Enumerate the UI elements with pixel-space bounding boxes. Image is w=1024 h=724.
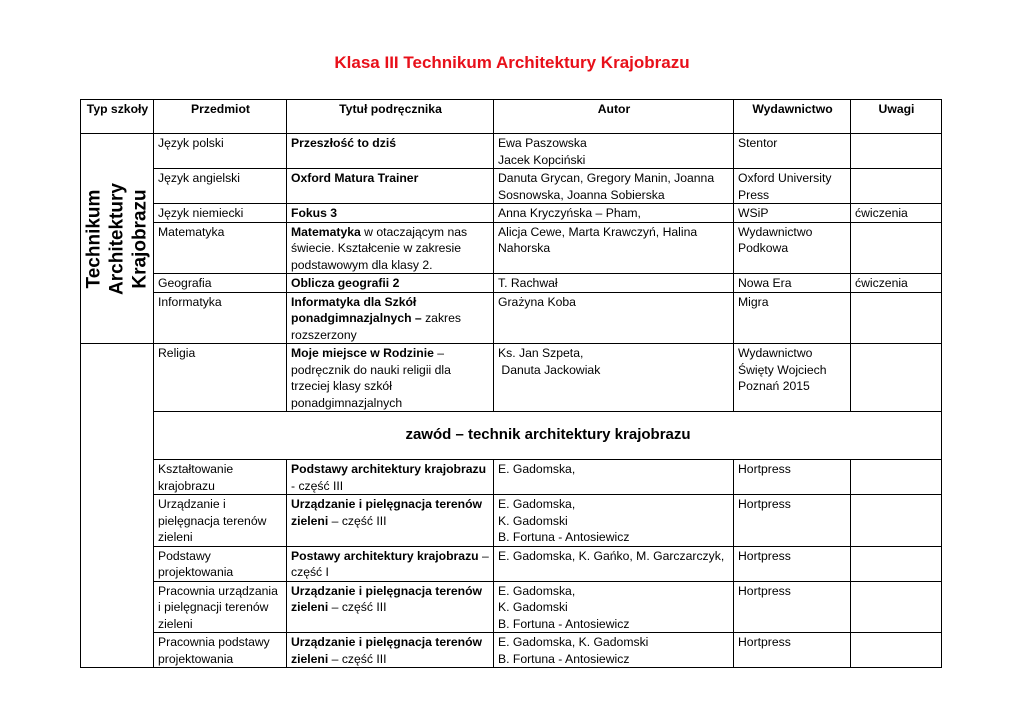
title-bold: Oxford Matura Trainer xyxy=(291,171,419,185)
title-rest: – część III xyxy=(328,651,387,666)
header-przedmiot: Przedmiot xyxy=(154,100,287,134)
cell-przedmiot: Informatyka xyxy=(154,292,287,344)
table-row xyxy=(81,274,942,293)
title-rest: – część I xyxy=(291,548,489,579)
cell-tytul xyxy=(287,495,494,547)
cell-przedmiot: Pracownia podstawy projektowania xyxy=(154,633,287,668)
cell-autor: Grażyna Koba xyxy=(494,292,734,344)
cell-uwagi xyxy=(851,169,942,204)
cell-uwagi xyxy=(851,292,942,344)
cell-autor: E. Gadomska, xyxy=(494,460,734,495)
title-rest: zakres rozszerzony xyxy=(291,311,461,342)
title-bold: Przeszłość to dziś xyxy=(291,136,396,150)
table-row xyxy=(81,204,942,223)
zawod-row xyxy=(81,412,942,460)
cell-przedmiot: Pracownia urządzania i pielęgnacji terenów zieleni xyxy=(154,581,287,633)
cell-wydawnictwo: Hortpress xyxy=(734,495,851,547)
cell-tytul xyxy=(287,204,494,223)
title-bold: Urządzanie i pielęgnacja terenów zieleni xyxy=(291,635,482,666)
title-bold: Oblicza geografii 2 xyxy=(291,276,400,290)
header-tytul: Tytuł podręcznika xyxy=(287,100,494,134)
cell-uwagi xyxy=(851,344,942,412)
title-rest: - część III xyxy=(291,478,344,493)
cell-przedmiot: Urządzanie i pielęgnacja terenów zieleni xyxy=(154,495,287,547)
title-bold: Fokus 3 xyxy=(291,206,338,220)
table-row xyxy=(81,633,942,668)
cell-tytul xyxy=(287,546,494,581)
header-wydawnictwo: Wydawnictwo xyxy=(734,100,851,134)
cell-uwagi xyxy=(851,134,942,169)
cell-tytul xyxy=(287,292,494,344)
cell-autor: E. Gadomska, K. Gadomski B. Fortuna - Antosiewicz xyxy=(494,633,734,668)
cell-uwagi xyxy=(851,546,942,581)
cell-tytul xyxy=(287,222,494,274)
header-autor: Autor xyxy=(494,100,734,134)
table-row xyxy=(81,344,942,412)
cell-tytul xyxy=(287,169,494,204)
cell-wydawnictwo: Nowa Era xyxy=(734,274,851,293)
cell-autor: E. Gadomska, K. Gadomski B. Fortuna - Antosiewicz xyxy=(494,495,734,547)
cell-uwagi xyxy=(851,633,942,668)
table-row xyxy=(81,222,942,274)
cell-tytul xyxy=(287,274,494,293)
cell-tytul xyxy=(287,633,494,668)
cell-tytul xyxy=(287,344,494,412)
cell-wydawnictwo: Hortpress xyxy=(734,546,851,581)
table-row xyxy=(81,134,942,169)
school-type-cell xyxy=(81,134,154,344)
table-row xyxy=(81,460,942,495)
cell-autor: Ks. Jan Szpeta, Danuta Jackowiak xyxy=(494,344,734,412)
title-bold: Moje miejsce w Rodzinie xyxy=(291,346,434,360)
page-title: Klasa III Technikum Architektury Krajobrazu xyxy=(334,53,690,72)
cell-przedmiot: Geografia xyxy=(154,274,287,293)
cell-tytul xyxy=(287,581,494,633)
cell-wydawnictwo: WSiP xyxy=(734,204,851,223)
cell-przedmiot: Język angielski xyxy=(154,169,287,204)
cell-autor: Alicja Cewe, Marta Krawczyń, Halina Nahorska xyxy=(494,222,734,274)
title-bold: Postawy architektury krajobrazu xyxy=(291,548,479,563)
cell-autor: T. Rachwał xyxy=(494,274,734,293)
title-bold: Urządzanie i pielęgnacja terenów zieleni xyxy=(291,583,482,614)
cell-autor: E. Gadomska, K. Gadomski B. Fortuna - Antosiewicz xyxy=(494,581,734,633)
cell-przedmiot: Religia xyxy=(154,344,287,412)
cell-wydawnictwo: Wydawnictwo Podkowa xyxy=(734,222,851,274)
cell-tytul xyxy=(287,460,494,495)
cell-tytul xyxy=(287,134,494,169)
cell-wydawnictwo: Hortpress xyxy=(734,581,851,633)
cell-uwagi xyxy=(851,460,942,495)
cell-przedmiot: Język niemiecki xyxy=(154,204,287,223)
cell-autor: Danuta Grycan, Gregory Manin, Joanna Sosnowska, Joanna Sobierska xyxy=(494,169,734,204)
cell-uwagi xyxy=(851,222,942,274)
table-row xyxy=(81,495,942,547)
cell-wydawnictwo: Stentor xyxy=(734,134,851,169)
title-bold: Podstawy architektury krajobrazu xyxy=(291,462,487,476)
school-type-empty-cell xyxy=(81,344,154,668)
table-row xyxy=(81,546,942,581)
cell-autor: E. Gadomska, K. Gańko, M. Garczarczyk, xyxy=(494,546,734,581)
title-bold: Informatyka dla Szkół ponadgimnazjalnych – xyxy=(291,294,422,325)
cell-przedmiot: Kształtowanie krajobrazu xyxy=(154,460,287,495)
cell-wydawnictwo: Hortpress xyxy=(734,633,851,668)
cell-uwagi: ćwiczenia xyxy=(851,274,942,293)
header-uwagi: Uwagi xyxy=(851,100,942,134)
title-bold: Urządzanie i pielęgnacja terenów zieleni xyxy=(291,497,482,528)
cell-przedmiot: Matematyka xyxy=(154,222,287,274)
table-header-row xyxy=(81,100,942,134)
cell-wydawnictwo: Oxford University Press xyxy=(734,169,851,204)
cell-wydawnictwo: Migra xyxy=(734,292,851,344)
title-rest: – podręcznik do nauki religii dla trzeciej klasy szkół ponadgimnazjalnych xyxy=(291,346,451,410)
textbook-table xyxy=(80,99,942,668)
table-row xyxy=(81,169,942,204)
cell-uwagi: ćwiczenia xyxy=(851,204,942,223)
cell-przedmiot: Podstawy projektowania xyxy=(154,546,287,581)
school-type-label: Technikum Architektury Krajobrazu xyxy=(83,182,151,295)
cell-autor: Anna Kryczyńska – Pham, xyxy=(494,204,734,223)
cell-autor: Ewa Paszowska Jacek Kopciński xyxy=(494,134,734,169)
cell-wydawnictwo: Wydawnictwo Święty Wojciech Poznań 2015 xyxy=(734,344,851,412)
title-rest: – część III xyxy=(328,513,387,528)
cell-wydawnictwo: Hortpress xyxy=(734,460,851,495)
table-row xyxy=(81,292,942,344)
table-row xyxy=(81,581,942,633)
cell-uwagi xyxy=(851,581,942,633)
zawod-heading: zawód – technik architektury krajobrazu xyxy=(154,412,942,460)
title-bold: Matematyka xyxy=(291,224,361,239)
cell-przedmiot: Język polski xyxy=(154,134,287,169)
title-rest: – część III xyxy=(328,600,387,614)
cell-uwagi xyxy=(851,495,942,547)
title-rest: w otaczającym nas świecie. Kształcenie w zakresie podstawowym dla klasy 2. xyxy=(291,224,468,272)
header-typ-szkoly: Typ szkoły xyxy=(81,100,154,134)
